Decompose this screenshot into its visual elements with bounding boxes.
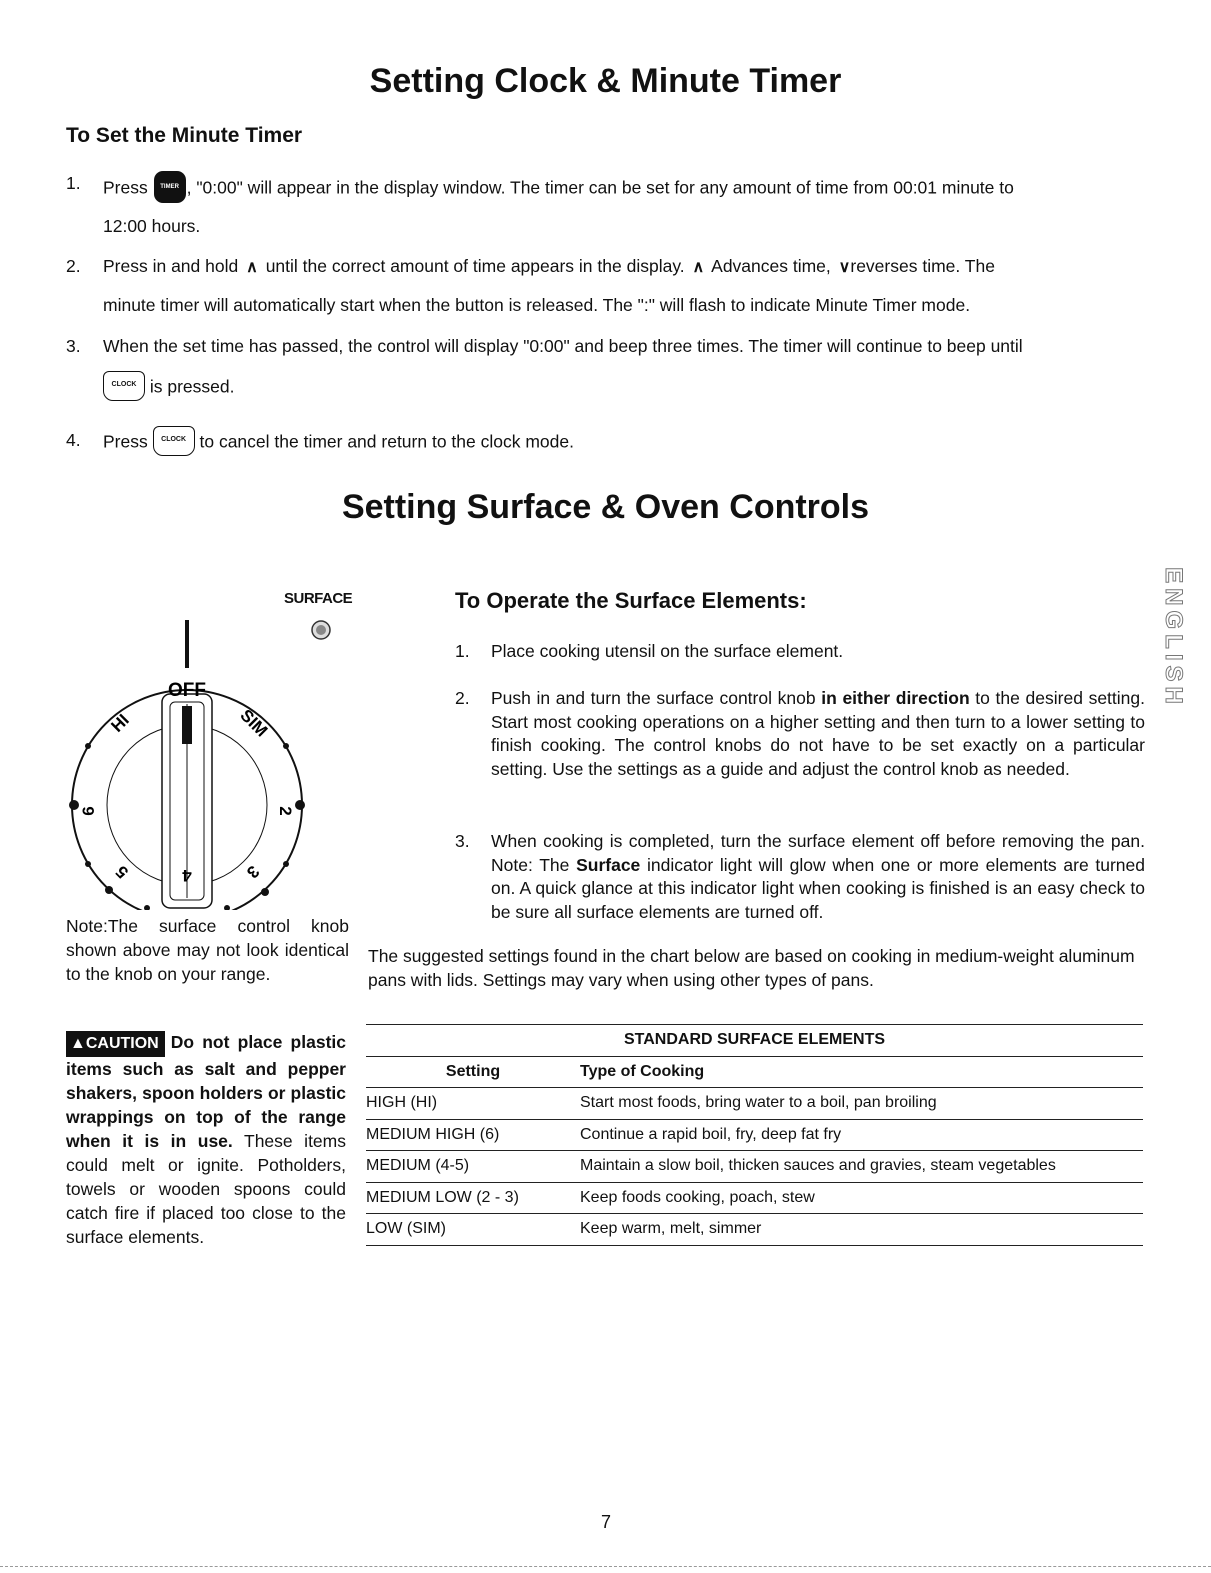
step-number: 2.	[455, 688, 470, 708]
table-row	[366, 1151, 1143, 1183]
setting-cell: LOW (SIM)	[366, 1220, 446, 1238]
up-arrow-icon: ∧	[692, 259, 705, 276]
timer-step-4	[0, 424, 1211, 460]
operate-title: To Operate the Surface Elements:	[455, 588, 807, 613]
step-number: 3.	[455, 831, 470, 851]
step-text: to the desired setting. Start most cooking operations on a higher setting and then turn to a lower setting to finish cooking. The control knobs do not have to be set exactly on a particular setting. Use the settings as a guide and adjust the control knob as needed.	[491, 688, 1145, 779]
knob-label-3: 3	[242, 861, 263, 882]
step-text: 12:00 hours.	[103, 216, 201, 236]
cooking-type-cell: Keep warm, melt, simmer	[580, 1220, 762, 1238]
step-emphasis: Surface	[576, 854, 641, 875]
caution-block	[66, 1030, 346, 1249]
step-text: is pressed.	[149, 376, 235, 397]
step-text: When cooking is completed, turn the surface element off before removing the pan. Note: The	[491, 831, 1145, 875]
cooking-type-cell: Continue a rapid boil, fry, deep fat fry	[580, 1125, 842, 1143]
down-arrow-icon: ∨	[838, 259, 851, 276]
step-text: Advances time,	[711, 256, 831, 276]
table-row	[366, 1182, 1143, 1214]
timer-key-icon: TIMER	[154, 171, 186, 203]
clock-key-icon: CLOCK	[103, 371, 145, 401]
knob-label-6: 6	[79, 806, 98, 816]
knob-label-off: OFF	[168, 680, 206, 701]
step-emphasis: in either direction	[821, 688, 970, 708]
knob-label-4: 4	[182, 866, 192, 885]
step-text: indicator light will glow when one or more elements are turned on. A quick glance at this indicator light when cooking is finished is an easy check to be sure all surface elements are turned off.	[491, 854, 1146, 922]
up-arrow-icon: ∧	[246, 259, 258, 276]
step-text: reverses time. The	[850, 256, 995, 276]
timer-step-3	[0, 336, 1211, 408]
caution-bold-text: Do not place plastic items such as salt and pepper shakers, spoon holders or plastic wrappings on top of the range when it is in use.	[66, 1032, 346, 1151]
caution-badge: ▲CAUTION	[66, 1031, 165, 1057]
step-text: When the set time has passed, the control will display "0:00" and beep three times. The timer will continue to beep until	[103, 336, 1023, 356]
surface-indicator-label: SURFACE	[284, 590, 353, 607]
knob-label-2: 2	[276, 806, 295, 816]
table-title: STANDARD SURFACE ELEMENTS	[623, 1031, 886, 1049]
timer-step-1	[0, 168, 1211, 240]
surface-indicator-light-icon	[312, 621, 330, 639]
setting-cell: MEDIUM (4-5)	[366, 1157, 470, 1175]
knob-label-sim: SIM	[236, 705, 272, 741]
step-text: Place cooking utensil on the surface element.	[491, 641, 844, 661]
controls-section-title: Setting Surface & Oven Controls	[341, 488, 870, 526]
step-text: Press in and hold	[103, 256, 239, 276]
timer-step-2	[0, 254, 1211, 326]
setting-cell: MEDIUM HIGH (6)	[366, 1125, 500, 1143]
table-row	[366, 1119, 1143, 1151]
clock-key-icon: CLOCK	[153, 426, 195, 456]
knob-note: Note:The surface control knob shown above may not look identical to the knob on your range.	[66, 916, 349, 984]
page-number: 7	[600, 1512, 611, 1532]
step-number: 1.	[66, 173, 81, 193]
suggested-settings-note: The suggested settings found in the chart below are based on cooking in medium-weight aluminum pans with lids. Settings may vary when using other types of pans.	[368, 946, 1135, 990]
operate-steps	[455, 640, 1145, 930]
step-number: 4.	[66, 430, 81, 450]
minute-timer-subtitle: To Set the Minute Timer	[66, 124, 303, 147]
step-text: Press	[103, 431, 148, 452]
step-text: Push in and turn the surface control knob	[491, 688, 822, 708]
clock-section-title: Setting Clock & Minute Timer	[369, 62, 842, 100]
table-header-type: Type of Cooking	[580, 1062, 705, 1080]
language-tab-label: ENGLISH	[1160, 567, 1187, 709]
page-bottom-edge	[0, 1566, 1211, 1567]
cooking-type-cell: Start most foods, bring water to a boil, pan broiling	[580, 1094, 937, 1112]
knob-label-5: 5	[112, 861, 133, 882]
step-number: 2.	[66, 256, 81, 276]
table-row	[366, 1214, 1143, 1246]
step-text: Press	[103, 177, 148, 198]
surface-settings-table	[366, 1024, 1143, 1246]
cooking-type-cell: Keep foods cooking, poach, stew	[580, 1188, 815, 1206]
caution-text: These items could melt or ignite. Potholders, towels or wooden spoons could catch fire if placed too close to the surface elements.	[66, 1131, 346, 1247]
step-number: 1.	[455, 641, 470, 661]
step-number: 3.	[66, 336, 81, 356]
table-header-setting: Setting	[445, 1062, 501, 1080]
warning-triangle-icon: ▲	[70, 1035, 86, 1052]
setting-cell: HIGH (HI)	[366, 1094, 438, 1112]
table-row	[366, 1088, 1143, 1120]
step-text: until the correct amount of time appears in the display.	[265, 256, 685, 276]
step-text: minute timer will automatically start when the button is released. The ":" will flash to indicate Minute Timer mode.	[103, 295, 971, 315]
step-text: , "0:00" will appear in the display window. The timer can be set for any amount of time from 00:01 minute to	[186, 177, 1014, 198]
setting-cell: MEDIUM LOW (2 - 3)	[366, 1188, 519, 1206]
step-text: to cancel the timer and return to the clock mode.	[199, 431, 574, 452]
cooking-type-cell: Maintain a slow boil, thicken sauces and gravies, steam vegetables	[580, 1157, 1056, 1175]
surface-control-knob-diagram	[60, 610, 360, 910]
language-side-tab	[1158, 568, 1188, 708]
knob-label-hi: HI	[107, 710, 133, 736]
